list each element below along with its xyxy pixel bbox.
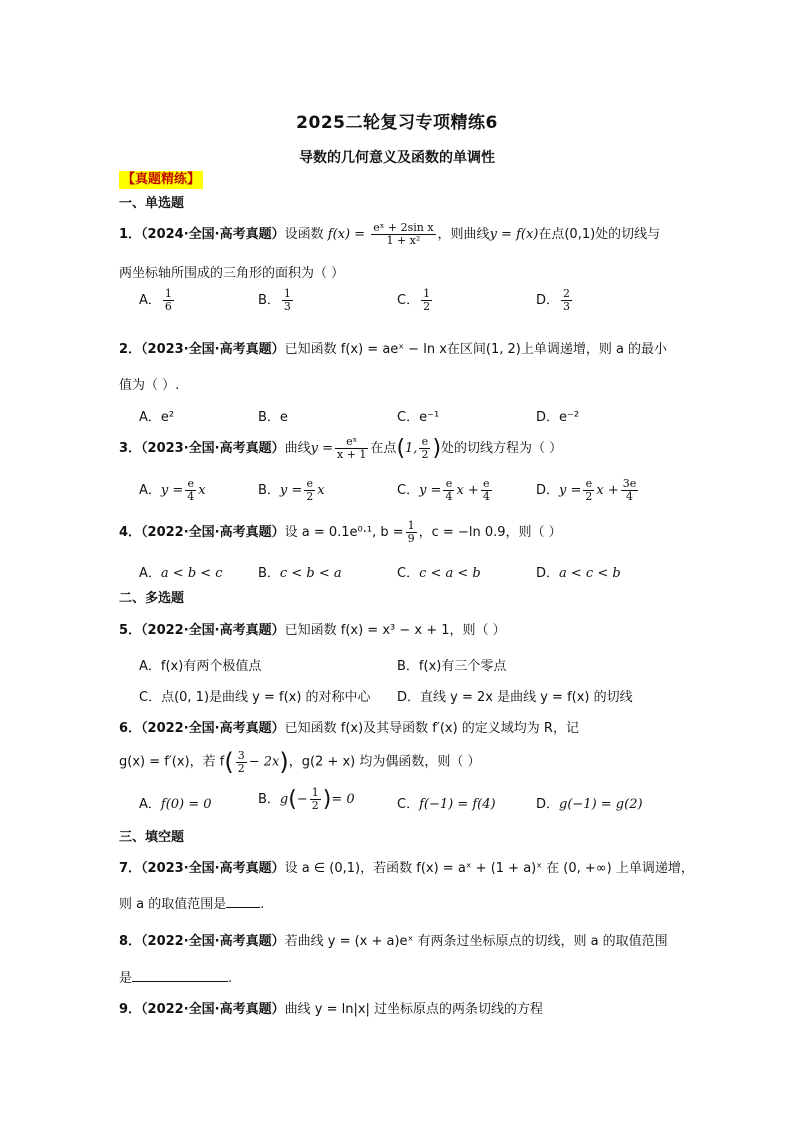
math-expression: y = [279,483,303,498]
option-a[interactable] [139,793,212,812]
question-number: 7． [119,861,142,876]
option-label: D． [536,483,560,498]
option-label: D． [536,293,560,308]
math-expression: y = [160,483,184,498]
option-d[interactable] [536,478,640,503]
question-text: 若曲线 y = (x + a)eˣ 有两条过坐标原点的切线，则 a 的取值范围 [284,934,668,949]
option-c[interactable] [397,288,434,313]
numerator: e [419,436,430,449]
option-label: D． [397,690,421,705]
fraction [304,478,315,503]
fraction [282,288,293,313]
option-value: e⁻² [559,410,580,425]
denominator: 4 [187,490,195,503]
question-number: 1． [119,227,142,242]
question-number: 2． [119,342,142,357]
question-text: 已知函数 f(x)及其导函数 f′(x) 的定义域均为 R，记 [284,721,579,736]
question-source: （2023·全国·高考真题） [141,342,285,357]
numerator: 1 [164,287,172,300]
denominator: x + 1 [337,448,367,461]
option-value: f(x)有三个零点 [418,659,507,674]
question-6-line-2 [119,748,481,776]
question-text: 是 [119,971,133,986]
math-expression: y = [419,483,442,498]
option-label: A． [139,566,161,581]
option-label: A． [139,659,161,674]
option-label: B． [258,566,280,581]
question-text: 曲线 [284,441,311,456]
option-a[interactable] [139,406,174,425]
denominator: 4 [626,490,633,503]
paren-right: ) [432,436,442,461]
numerator: e [583,478,594,491]
math-expression: − 2x [248,754,280,770]
numerator: 1 [311,786,319,799]
question-text: 曲线 y = ln|x| 过坐标原点的两条切线的方程 [284,1002,544,1017]
question-text: ，则曲线 [437,227,490,242]
question-1 [119,222,660,247]
option-label: C． [397,293,420,308]
option-d[interactable] [397,686,633,705]
numerator: eˣ + 2sin x [373,221,434,234]
answer-blank[interactable] [132,969,228,982]
question-number: 6． [119,721,142,736]
option-c[interactable] [397,478,494,503]
question-text: 设 a ∈ (0,1)，若函数 f(x) = aˣ + (1 + a)ˣ 在 (0, +∞) 上单调递增， [284,861,694,876]
option-c[interactable] [139,686,371,705]
math-expression: y = [559,483,582,498]
math-expression: y = [310,441,333,456]
question-2 [119,338,667,357]
question-number: 9． [119,1002,142,1017]
option-value: g(−1) = g(2) [559,797,643,812]
denominator: 1 + x² [386,234,421,247]
option-label: B． [258,483,280,498]
question-7-line-2 [119,893,264,912]
option-value: a < b < c [160,566,223,581]
option-a[interactable] [139,562,223,581]
option-label: D． [536,797,560,812]
paren-left: ( [288,787,297,812]
question-source: （2022·全国·高考真题） [141,623,285,638]
question-source: （2023·全国·高考真题） [141,861,285,876]
option-label: C． [397,797,420,812]
denominator: 3 [283,300,291,313]
paren-left: ( [396,436,406,461]
option-label: C． [397,410,420,425]
numerator: e [443,478,454,491]
option-label: A． [139,410,161,425]
numerator: 2 [563,287,571,300]
question-source: （2022·全国·高考真题） [141,1002,285,1017]
question-3 [119,436,562,461]
fraction [335,436,368,461]
question-9 [119,998,543,1017]
numerator: eˣ [335,436,368,449]
option-label: B． [258,792,280,807]
fraction [583,478,594,503]
option-value: e [279,410,288,425]
option-label: D． [536,566,560,581]
math-expression: g [279,792,289,807]
minus-sign: − [296,792,308,807]
option-d[interactable] [536,406,579,425]
math-expression: x [317,483,325,498]
question-text: 在点(0,1)处的切线与 [538,227,661,242]
option-label: C． [139,690,162,705]
option-b[interactable] [258,288,295,313]
fraction [163,288,174,313]
question-1-line-2: 两坐标轴所围成的三角形的面积为（ ） [119,266,345,281]
option-label: B． [258,410,280,425]
option-value: c < a < b [419,566,481,581]
denominator: 2 [585,490,593,503]
question-5 [119,619,506,638]
option-value: c < b < a [279,566,342,581]
option-d[interactable] [536,288,574,313]
numerator: 1 [283,287,291,300]
section-single-choice: 一、单选题 [119,196,185,211]
question-7 [119,857,694,876]
question-number: 5． [119,623,142,638]
denominator: 3 [563,300,571,313]
denominator: 9 [407,532,415,545]
section-multi-choice: 二、多选题 [119,591,185,606]
question-source: （2023·全国·高考真题） [141,441,285,456]
question-number: 3． [119,441,142,456]
fraction [481,478,492,503]
numerator: e [185,478,196,491]
paren-right: ) [279,748,289,776]
section-fill-in: 三、填空题 [119,830,185,845]
document-title: 2025二轮复习专项精练6 [296,113,498,133]
option-d[interactable] [536,793,643,812]
option-c[interactable] [397,793,496,812]
option-label: A． [139,293,161,308]
question-number: 4． [119,525,142,540]
option-value: e⁻¹ [419,410,440,425]
question-text: ，g(2 + x) 均为偶函数，则（ ） [288,754,481,770]
question-8 [119,930,668,949]
fraction [310,787,321,812]
fraction [621,478,639,503]
fraction [185,478,196,503]
math-expression: = 0 [331,792,355,807]
option-label: A． [139,483,161,498]
question-6 [119,717,579,736]
denominator: 2 [306,490,314,503]
numerator: 3e [622,477,637,490]
numerator: 1 [407,519,415,532]
punctuation: . [260,897,265,912]
question-source: （2022·全国·高考真题） [141,934,285,949]
question-4 [119,520,562,545]
denominator: 2 [311,799,319,812]
option-c[interactable] [397,562,481,581]
option-value: 点(0, 1)是曲线 y = f(x) 的对称中心 [161,690,371,705]
option-d[interactable] [536,562,621,581]
section-tag: 【真题精练】 [119,171,203,189]
document-subtitle: 导数的几何意义及函数的单调性 [299,150,495,166]
denominator: 2 [237,761,245,775]
option-value: a < c < b [559,566,621,581]
option-label: C． [397,566,420,581]
numerator: 1 [423,287,431,300]
fraction [421,288,432,313]
denominator: 2 [421,448,429,461]
option-a[interactable] [139,288,176,313]
option-value: e² [160,410,175,425]
option-b[interactable] [258,562,342,581]
math-expression: 1, [405,441,418,456]
option-value: f(−1) = f(4) [419,797,496,812]
question-2-line-2: 值为（ ）. [119,378,180,393]
option-b[interactable] [258,406,288,425]
paren-right: ) [322,787,332,812]
math-expression: x + [596,483,619,498]
denominator: 4 [445,490,453,503]
question-text: g(x) = f′(x)，若 f [119,754,225,770]
math-expression: x + [456,483,479,498]
question-text: 已知函数 f(x) = aeˣ − ln x在区间(1, 2)上单调递增，则 a 的最小 [284,342,668,357]
fraction [371,222,435,247]
option-label: C． [397,483,420,498]
fraction [236,750,247,775]
denominator: 6 [164,300,172,313]
question-text: 在点 [370,441,397,456]
option-b[interactable] [258,787,355,812]
math-expression: y = f(x) [489,227,539,242]
answer-blank[interactable] [226,895,260,908]
numerator: e [304,478,315,491]
question-source: （2022·全国·高考真题） [141,525,285,540]
option-b[interactable] [258,478,325,503]
option-label: D． [536,410,560,425]
option-value: f(x)有两个极值点 [160,659,262,674]
fraction [406,520,417,545]
fraction [561,288,572,313]
question-text: ，c = −ln 0.9，则（ ） [418,525,562,540]
math-expression: f(x) = [327,227,366,242]
option-c[interactable] [397,406,439,425]
paren-left: ( [224,748,234,776]
option-label: B． [397,659,419,674]
denominator: 4 [482,490,490,503]
denominator: 2 [423,300,431,313]
question-text: 已知函数 f(x) = x³ − x + 1，则（ ） [284,623,506,638]
question-text: 则 a 的取值范围是 [119,897,227,912]
option-label: A． [139,797,161,812]
question-8-line-2 [119,967,232,986]
fraction [419,436,430,461]
question-text: 处的切线方程为（ ） [441,441,563,456]
option-value: f(0) = 0 [160,797,212,812]
option-label: B． [258,293,280,308]
numerator: e [481,478,492,491]
numerator: 3 [237,748,245,762]
question-number: 8． [119,934,142,949]
option-a[interactable] [139,478,206,503]
question-source: （2024·全国·高考真题） [141,227,285,242]
option-value: 直线 y = 2x 是曲线 y = f(x) 的切线 [420,690,633,705]
option-b[interactable] [397,655,506,674]
question-source: （2022·全国·高考真题） [141,721,285,736]
option-a[interactable] [139,655,261,674]
question-text: 设函数 [284,227,324,242]
punctuation: . [228,971,233,986]
math-expression: x [198,483,206,498]
question-text: 设 a = 0.1e⁰·¹, b = [284,525,404,540]
fraction [443,478,454,503]
